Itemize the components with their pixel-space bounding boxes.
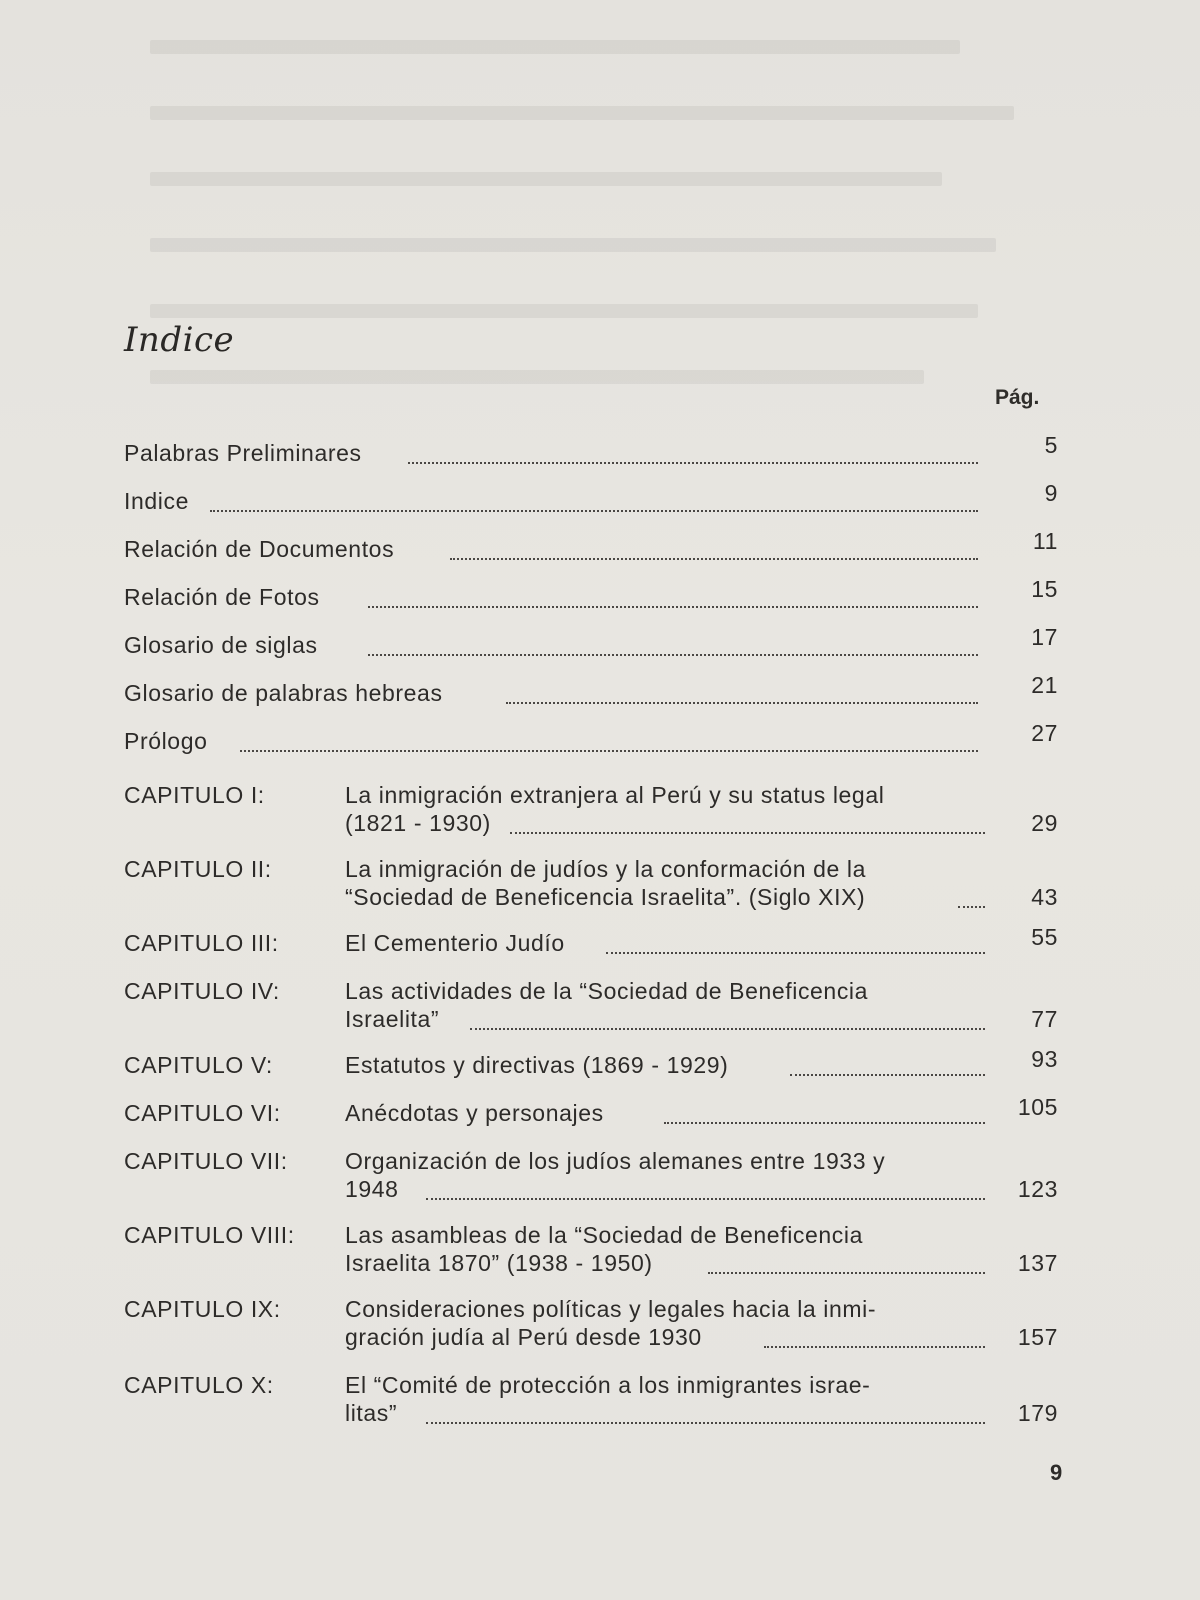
chapter-label: CAPITULO III: — [124, 930, 279, 956]
bleed-through-text — [150, 40, 1050, 440]
dot-leader — [210, 510, 978, 512]
chapter-title-line1: Consideraciones políticas y legales hacia la inmi- — [345, 1296, 877, 1322]
chapter-page: 55 — [1031, 924, 1058, 950]
chapter-page: 93 — [1031, 1046, 1058, 1072]
dot-leader — [606, 952, 985, 954]
chapter-title-line2: litas” — [345, 1400, 398, 1426]
dot-leader — [764, 1346, 985, 1348]
chapter-label: CAPITULO IX: — [124, 1296, 281, 1322]
index-title: Indice — [124, 320, 235, 360]
entry-page: 17 — [1031, 624, 1058, 650]
chapter-label: CAPITULO X: — [124, 1372, 274, 1398]
chapter-page: 157 — [1017, 1324, 1058, 1350]
dot-leader — [368, 606, 978, 608]
entry-title: Relación de Documentos — [124, 536, 395, 562]
chapter-title-line1: Las asambleas de la “Sociedad de Beneficencia — [345, 1222, 863, 1248]
entry-page: 11 — [1032, 528, 1058, 554]
dot-leader — [426, 1198, 985, 1200]
chapter-title-line1: El “Comité de protección a los inmigrantes israe- — [345, 1372, 871, 1398]
entry-title: Prólogo — [124, 728, 208, 754]
chapter-title-line1: La inmigración extranjera al Perú y su status legal — [345, 782, 885, 808]
entry-title: Glosario de siglas — [124, 632, 318, 658]
chapter-page: 29 — [1031, 810, 1058, 836]
dot-leader — [510, 832, 985, 834]
entry-page: 5 — [1044, 432, 1058, 458]
chapter-title-line1: El Cementerio Judío — [345, 930, 565, 956]
chapter-label: CAPITULO V: — [124, 1052, 273, 1078]
chapter-title-line1: Estatutos y directivas (1869 - 1929) — [345, 1052, 729, 1078]
chapter-title-line1: Las actividades de la “Sociedad de Beneficencia — [345, 978, 869, 1004]
chapter-title-line1: Organización de los judíos alemanes entre 1933 y — [345, 1148, 886, 1174]
chapter-page: 43 — [1031, 884, 1058, 910]
dot-leader — [368, 654, 978, 656]
chapter-label: CAPITULO II: — [124, 856, 272, 882]
dot-leader — [408, 462, 978, 464]
entry-title: Relación de Fotos — [124, 584, 320, 610]
dot-leader — [426, 1422, 985, 1424]
chapter-label: CAPITULO I: — [124, 782, 265, 808]
chapter-label: CAPITULO IV: — [124, 978, 280, 1004]
entry-page: 21 — [1031, 672, 1058, 698]
chapter-title-line2: 1948 — [345, 1176, 399, 1202]
entry-title: Palabras Preliminares — [124, 440, 362, 466]
chapter-title-line2: “Sociedad de Beneficencia Israelita”. (Siglo XIX) — [345, 884, 866, 910]
chapter-label: CAPITULO VIII: — [124, 1222, 295, 1248]
entry-title: Glosario de palabras hebreas — [124, 680, 443, 706]
entry-page: 9 — [1044, 480, 1058, 506]
dot-leader — [450, 558, 978, 560]
chapter-title-line1: La inmigración de judíos y la conformación de la — [345, 856, 867, 882]
chapter-title-line2: gración judía al Perú desde 1930 — [345, 1324, 702, 1350]
page-column-header: Pág. — [995, 386, 1040, 409]
dot-leader — [708, 1272, 985, 1274]
dot-leader — [790, 1074, 985, 1076]
chapter-page: 105 — [1017, 1094, 1058, 1120]
entry-page: 27 — [1031, 720, 1058, 746]
page-number: 9 — [1050, 1460, 1063, 1485]
chapter-page: 179 — [1017, 1400, 1058, 1426]
chapter-page: 137 — [1017, 1250, 1058, 1276]
chapter-title-line1: Anécdotas y personajes — [345, 1100, 604, 1126]
chapter-label: CAPITULO VII: — [124, 1148, 288, 1174]
chapter-title-line2: Israelita” — [345, 1006, 440, 1032]
chapter-title-line2: Israelita 1870” (1938 - 1950) — [345, 1250, 653, 1276]
dot-leader — [470, 1028, 985, 1030]
dot-leader — [506, 702, 978, 704]
chapter-page: 123 — [1017, 1176, 1058, 1202]
entry-page: 15 — [1031, 576, 1058, 602]
entry-title: Indice — [124, 488, 189, 514]
dot-leader — [240, 750, 978, 752]
dot-leader — [664, 1122, 985, 1124]
chapter-label: CAPITULO VI: — [124, 1100, 281, 1126]
chapter-page: 77 — [1031, 1006, 1058, 1032]
chapter-title-line2: (1821 - 1930) — [345, 810, 491, 836]
